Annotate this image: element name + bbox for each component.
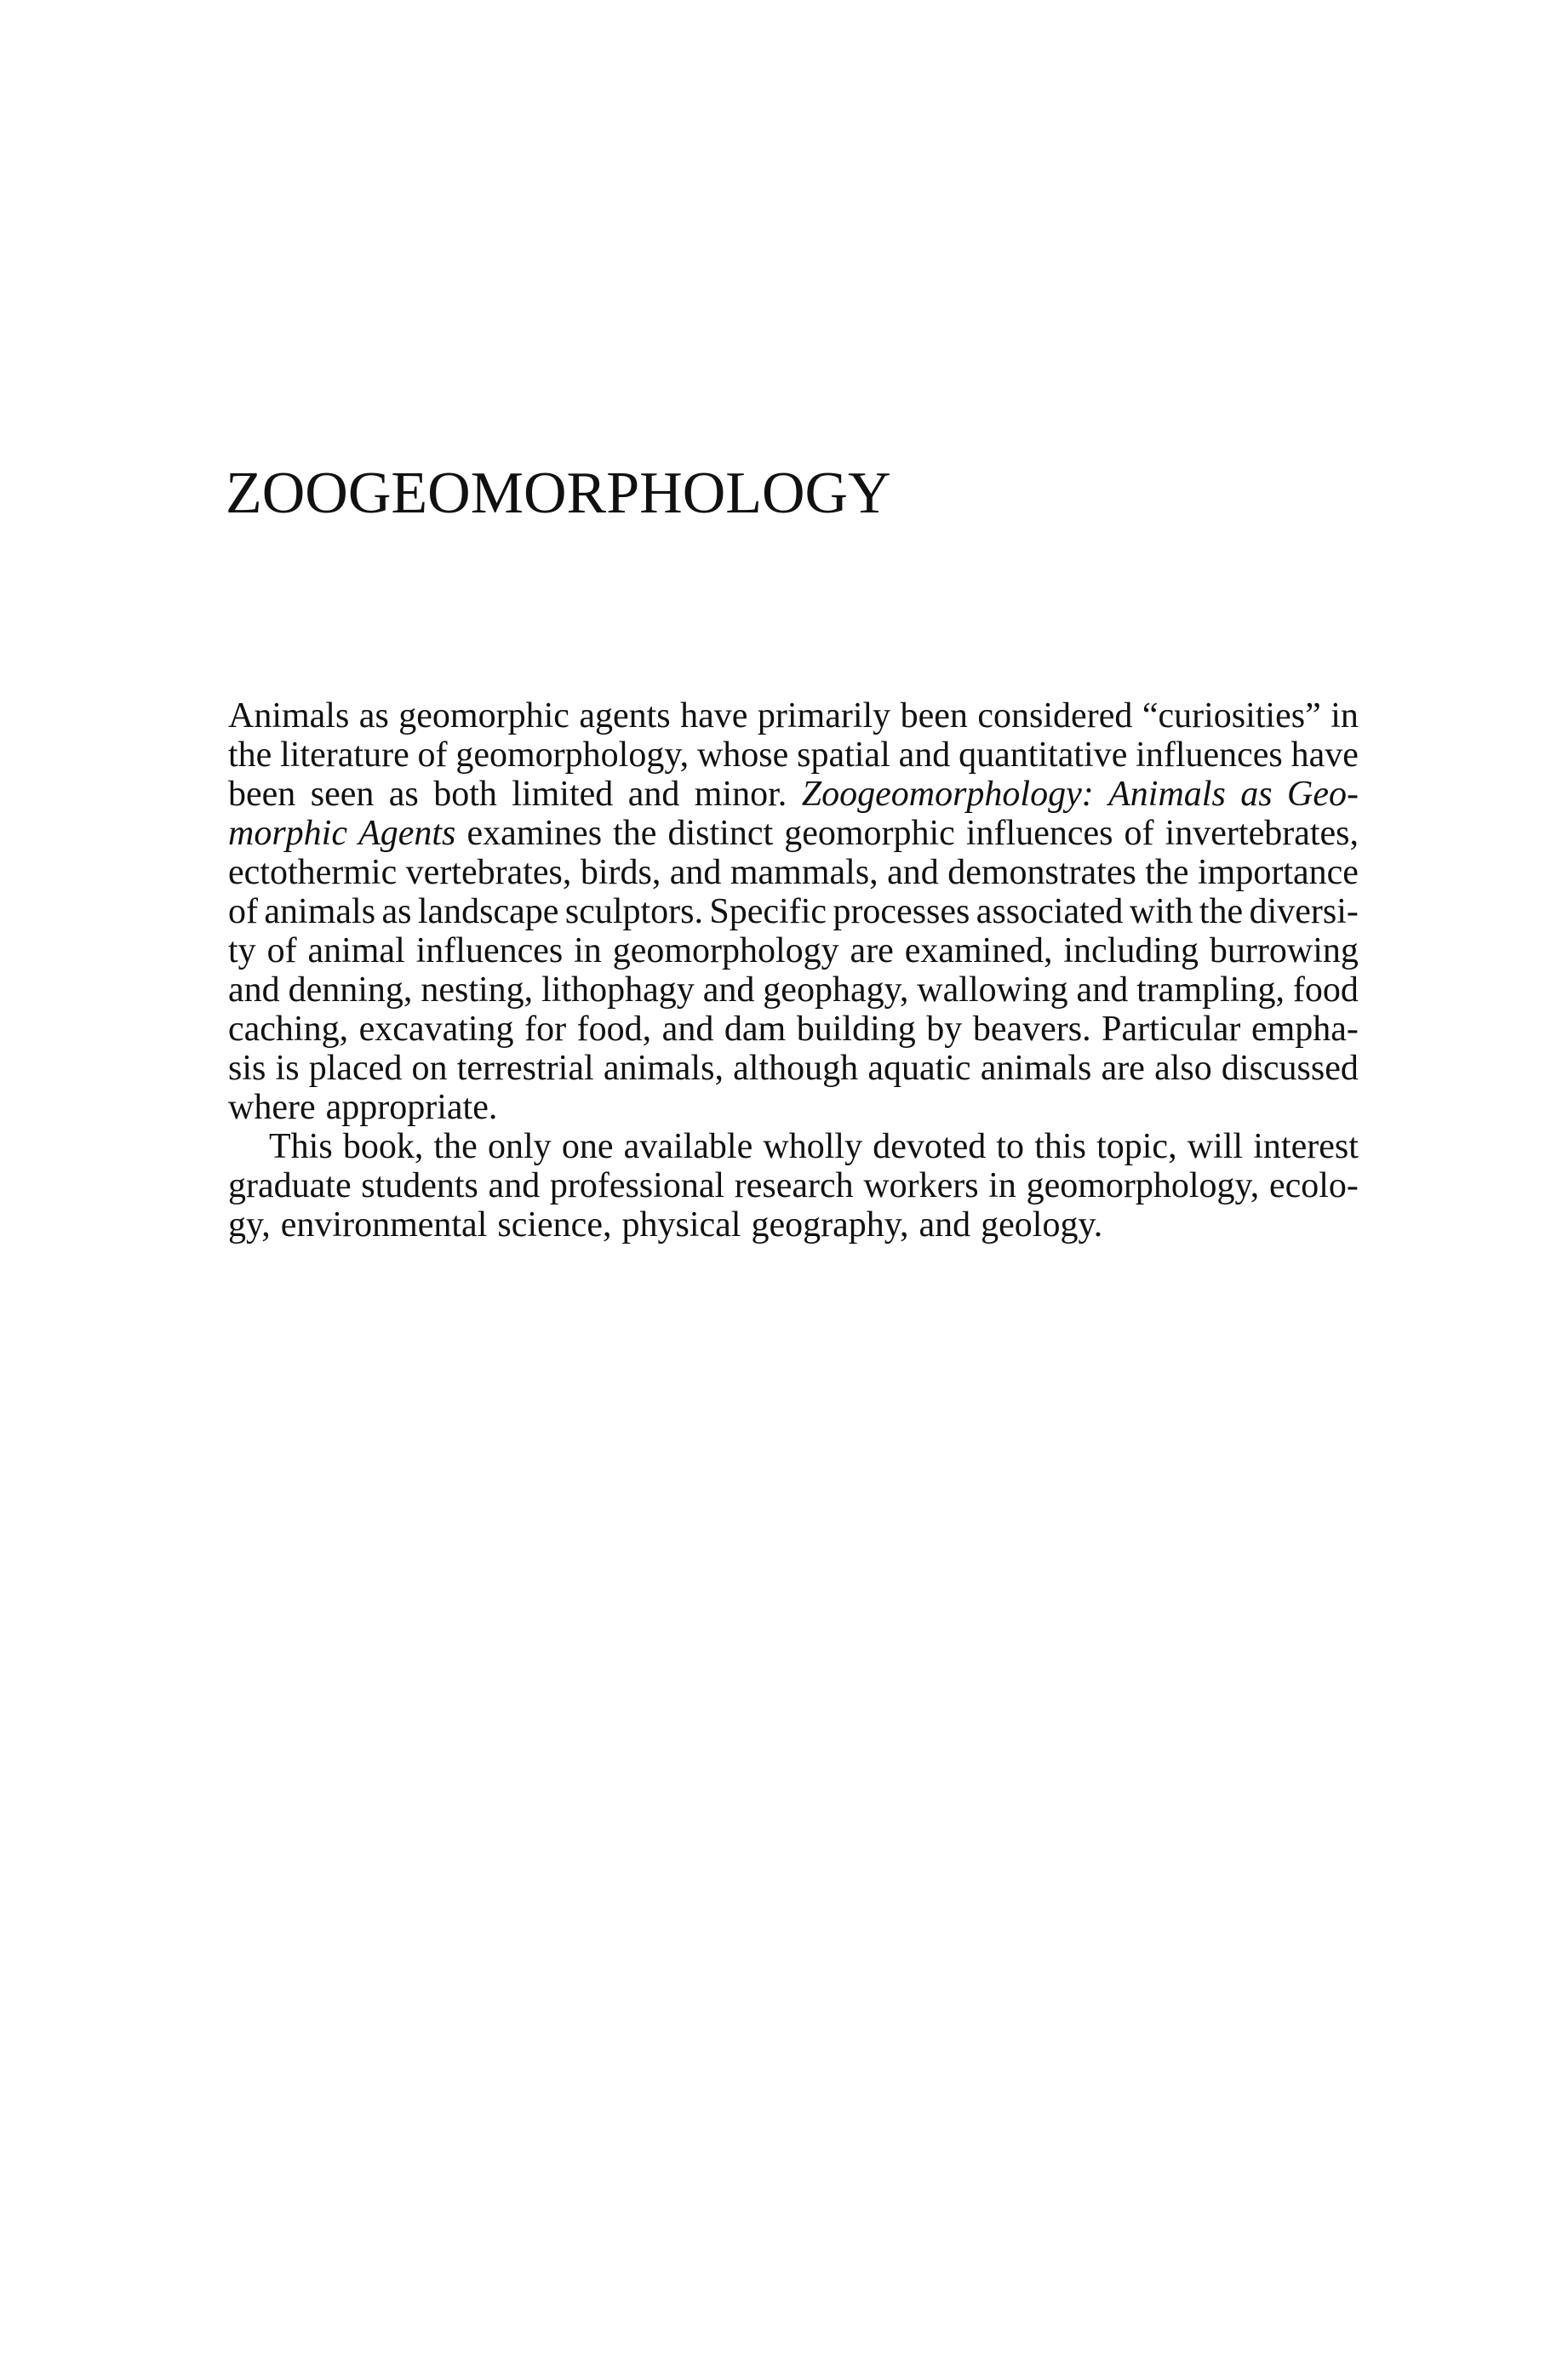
- word: influences: [1136, 735, 1283, 775]
- word: invertebrates,: [1165, 814, 1359, 853]
- word: discussed: [1221, 1049, 1359, 1088]
- word: minor.: [694, 775, 787, 814]
- word: geomorphology: [612, 931, 839, 970]
- word: beavers.: [972, 1010, 1091, 1049]
- word: excavating: [358, 1010, 514, 1049]
- word: to: [996, 1127, 1025, 1166]
- word: and: [887, 853, 939, 892]
- text-line: [228, 814, 1359, 853]
- word: and: [488, 1166, 541, 1205]
- word: of: [1124, 814, 1154, 853]
- word: where: [228, 1088, 316, 1127]
- word: food: [1292, 970, 1359, 1010]
- word: environmental: [280, 1205, 488, 1245]
- word: available: [623, 1127, 753, 1166]
- word: and: [918, 1205, 971, 1245]
- word: physical: [621, 1205, 741, 1245]
- word: as: [1240, 775, 1273, 814]
- word: Specific: [709, 892, 827, 931]
- text-line: [228, 853, 1359, 892]
- word: as: [358, 696, 389, 735]
- word: ectothermic: [228, 853, 398, 892]
- book-title: ZOOGEOMORPHOLOGY: [226, 461, 891, 526]
- word: Zoogeomorphology:: [801, 775, 1094, 814]
- book-description: [228, 696, 1359, 1245]
- word: have: [680, 696, 748, 735]
- word: devoted: [873, 1127, 987, 1166]
- word: and: [898, 735, 951, 775]
- word: been: [900, 696, 968, 735]
- word: geology.: [981, 1205, 1103, 1245]
- word: gy,: [228, 1205, 271, 1245]
- word: the: [228, 735, 272, 775]
- word: placed: [308, 1049, 403, 1088]
- word: been: [228, 775, 296, 814]
- word: spatial: [797, 735, 890, 775]
- word: influences: [965, 814, 1113, 853]
- word: burrowing: [1209, 931, 1359, 970]
- word: and: [669, 853, 722, 892]
- word: trampling,: [1136, 970, 1285, 1010]
- word: research: [734, 1166, 854, 1205]
- text-line: [228, 892, 1359, 931]
- word: sculptors.: [564, 892, 704, 931]
- word: in: [1331, 696, 1359, 735]
- word: empha-: [1250, 1010, 1359, 1049]
- word: the: [1145, 853, 1189, 892]
- word: landscape: [417, 892, 559, 931]
- word: associated: [976, 892, 1124, 931]
- word: have: [1290, 735, 1359, 775]
- word: the: [433, 1127, 478, 1166]
- word: wholly: [763, 1127, 863, 1166]
- word: considered: [977, 696, 1133, 735]
- word: seen: [310, 775, 375, 814]
- word: science,: [497, 1205, 612, 1245]
- word: wallowing: [917, 970, 1068, 1010]
- word: are: [850, 931, 894, 970]
- word: is: [275, 1049, 300, 1088]
- text-line: [228, 1205, 1359, 1245]
- word: only: [488, 1127, 552, 1166]
- word: appropriate.: [325, 1088, 498, 1127]
- word: birds,: [580, 853, 661, 892]
- word: for: [524, 1010, 567, 1049]
- word: workers: [863, 1166, 979, 1205]
- text-line: [228, 735, 1359, 775]
- word: the: [613, 814, 657, 853]
- word: Animals: [228, 696, 350, 735]
- word: on: [411, 1049, 448, 1088]
- text-line: [228, 931, 1359, 970]
- word: influences: [415, 931, 564, 970]
- word: distinct: [667, 814, 774, 853]
- word: of: [228, 892, 258, 931]
- word: morphic: [228, 814, 347, 853]
- word: aquatic: [867, 1049, 971, 1088]
- word: mammals,: [730, 853, 878, 892]
- word: food,: [576, 1010, 652, 1049]
- word: dam: [724, 1010, 787, 1049]
- word: one: [561, 1127, 614, 1166]
- word: are: [1101, 1049, 1145, 1088]
- word: both: [433, 775, 497, 814]
- word: of: [266, 931, 297, 970]
- word: the: [1199, 892, 1244, 931]
- word: literature: [280, 735, 409, 775]
- word: topic,: [1096, 1127, 1177, 1166]
- word: interest: [1253, 1127, 1359, 1166]
- word: book,: [342, 1127, 424, 1166]
- word: and: [702, 970, 755, 1010]
- word: quantitative: [959, 735, 1128, 775]
- word: and: [661, 1010, 714, 1049]
- word: processes: [833, 892, 970, 931]
- word: importance: [1198, 853, 1359, 892]
- word: including: [1063, 931, 1199, 970]
- word: of: [417, 735, 448, 775]
- word: nesting,: [421, 970, 534, 1010]
- word: terrestrial: [456, 1049, 594, 1088]
- text-line: [228, 1010, 1359, 1049]
- word: geomorphic: [784, 814, 955, 853]
- text-line: [228, 696, 1359, 735]
- word: Agents: [358, 814, 456, 853]
- word: building: [796, 1010, 916, 1049]
- word: ecolo-: [1268, 1166, 1359, 1205]
- word: examined,: [904, 931, 1053, 970]
- word: students: [361, 1166, 478, 1205]
- word: by: [926, 1010, 963, 1049]
- word: “curiosities”: [1142, 696, 1321, 735]
- word: Geo-: [1287, 775, 1359, 814]
- word: geomorphology,: [455, 735, 690, 775]
- text-line: [228, 775, 1359, 814]
- word: whose: [696, 735, 789, 775]
- word: animals: [264, 892, 376, 931]
- word: although: [733, 1049, 859, 1088]
- word: graduate: [228, 1166, 352, 1205]
- word: caching,: [228, 1010, 349, 1049]
- word: Particular: [1102, 1010, 1241, 1049]
- word: as: [388, 775, 419, 814]
- word: denning,: [288, 970, 413, 1010]
- word: ty: [228, 931, 256, 970]
- word: limited: [512, 775, 614, 814]
- word: agents: [579, 696, 671, 735]
- text-line: [228, 970, 1359, 1010]
- word: sis: [228, 1049, 266, 1088]
- word: examines: [466, 814, 603, 853]
- word: animals,: [603, 1049, 724, 1088]
- word: vertebrates,: [405, 853, 572, 892]
- word: geography,: [751, 1205, 909, 1245]
- word: and: [228, 970, 280, 1010]
- word: will: [1187, 1127, 1244, 1166]
- word: and: [1076, 970, 1129, 1010]
- word: geomorphology,: [1026, 1166, 1260, 1205]
- word: primarily: [757, 696, 891, 735]
- word: this: [1034, 1127, 1086, 1166]
- text-line: [228, 1088, 1359, 1127]
- word: and: [627, 775, 680, 814]
- word: also: [1154, 1049, 1212, 1088]
- word: with: [1129, 892, 1193, 931]
- word: demonstrates: [947, 853, 1136, 892]
- word: geomorphic: [398, 696, 569, 735]
- text-line: [228, 1166, 1359, 1205]
- text-line: [228, 1049, 1359, 1088]
- word: geophagy,: [763, 970, 909, 1010]
- word: as: [381, 892, 412, 931]
- word: in: [574, 931, 602, 970]
- word: in: [988, 1166, 1016, 1205]
- word: This: [269, 1127, 333, 1166]
- word: animal: [307, 931, 405, 970]
- word: Animals: [1108, 775, 1226, 814]
- word: diversi-: [1249, 892, 1359, 931]
- word: lithophagy: [541, 970, 695, 1010]
- word: professional: [549, 1166, 725, 1205]
- word: animals: [980, 1049, 1092, 1088]
- text-line: [228, 1127, 1359, 1166]
